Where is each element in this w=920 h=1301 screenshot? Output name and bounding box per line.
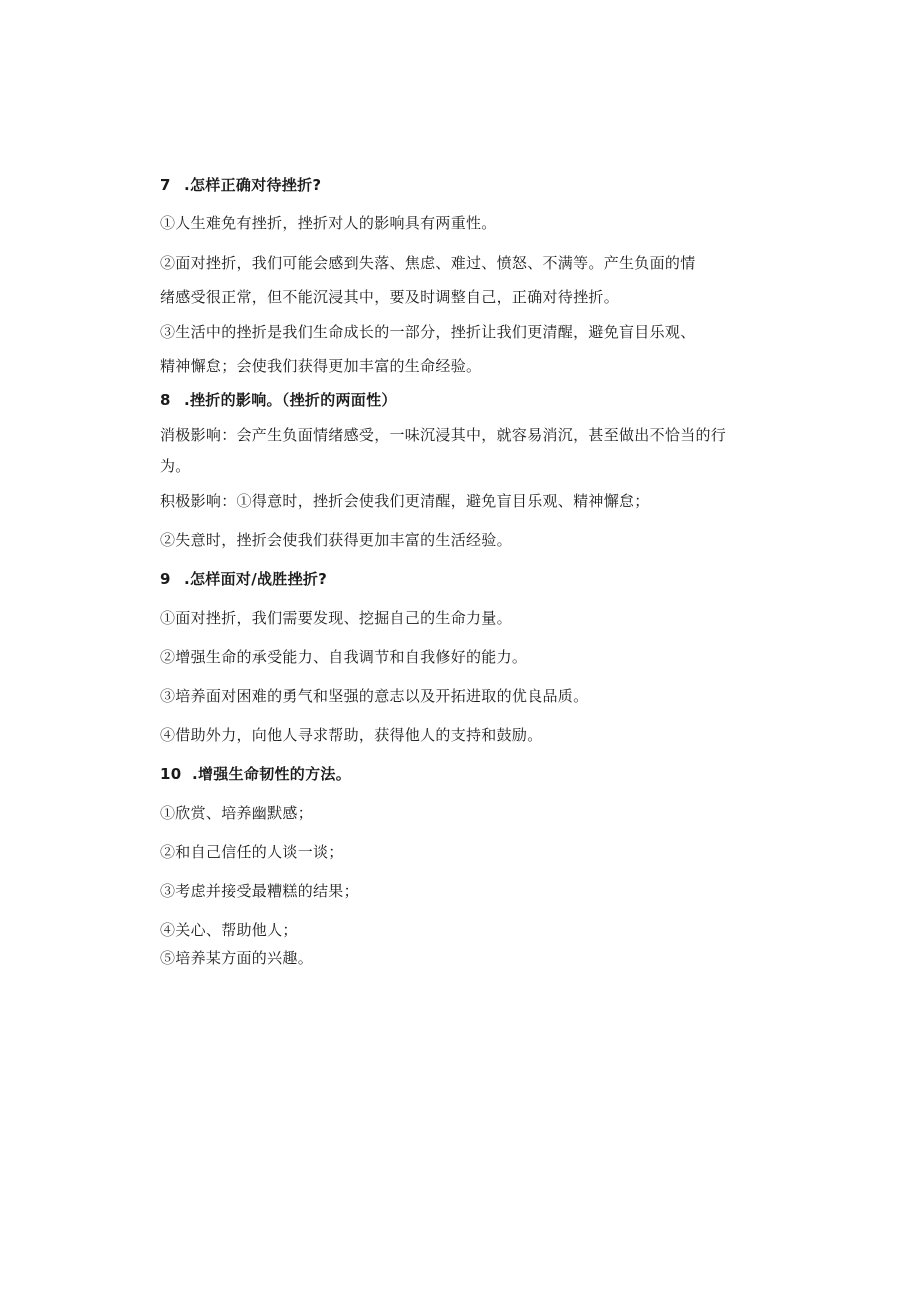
heading-number: 10 (160, 765, 182, 783)
list-item: ⑤培养某方面的兴趣。 (160, 949, 314, 967)
paragraph-line: ③培养面对困难的勇气和坚强的意志以及开拓进取的优良品质。 (160, 687, 589, 705)
paragraph-line: ①面对挫折，我们需要发现、挖掘自己的生命力量。 (160, 609, 512, 627)
heading-number: 9 (160, 570, 171, 588)
paragraph-line: ①人生难免有挫折，挫折对人的影响具有两重性。 (160, 214, 497, 232)
list-item: ④关心、帮助他人； (160, 921, 298, 939)
heading-7 (160, 175, 321, 195)
paragraph-line: 绪感受很正常，但不能沉浸其中，要及时调整自己，正确对待挫折。 (160, 288, 620, 306)
heading-number: 7 (160, 176, 171, 194)
paragraph-line: ②失意时，挫折会使我们获得更加丰富的生活经验。 (160, 531, 512, 549)
paragraph-line: 精神懈怠；会使我们获得更加丰富的生命经验。 (160, 357, 482, 375)
heading-title: .怎样面对/战胜挫折? (184, 570, 328, 588)
list-item: ③考虑并接受最糟糕的结果； (160, 882, 359, 900)
heading-8 (160, 390, 397, 410)
heading-title: .挫折的影响。（挫折的两面性） (184, 391, 397, 409)
paragraph-line: 积极影响：①得意时，挫折会使我们更清醒，避免盲目乐观、精神懈怠； (160, 492, 650, 510)
heading-9 (160, 569, 327, 589)
paragraph-line: 为。 (160, 457, 191, 475)
paragraph-line: ②增强生命的承受能力、自我调节和自我修好的能力。 (160, 648, 528, 666)
paragraph-line: 消极影响：会产生负面情绪感受，一味沉浸其中，就容易消沉，甚至做出不恰当的行 (160, 426, 727, 444)
list-item: ①欣赏、培养幽默感； (160, 804, 314, 822)
list-item: ②和自己信任的人谈一谈； (160, 843, 344, 861)
paragraph-line: ②面对挫折，我们可能会感到失落、焦虑、难过、愤怒、不满等。产生负面的情 (160, 254, 696, 272)
heading-title: .增强生命韧性的方法。 (192, 765, 351, 783)
paragraph-line: ④借助外力，向他人寻求帮助，获得他人的支持和鼓励。 (160, 726, 543, 744)
heading-10 (160, 764, 351, 784)
heading-number: 8 (160, 391, 171, 409)
paragraph-line: ③生活中的挫折是我们生命成长的一部分，挫折让我们更清醒，避免盲目乐观、 (160, 323, 696, 341)
heading-title: .怎样正确对待挫折? (184, 176, 322, 194)
